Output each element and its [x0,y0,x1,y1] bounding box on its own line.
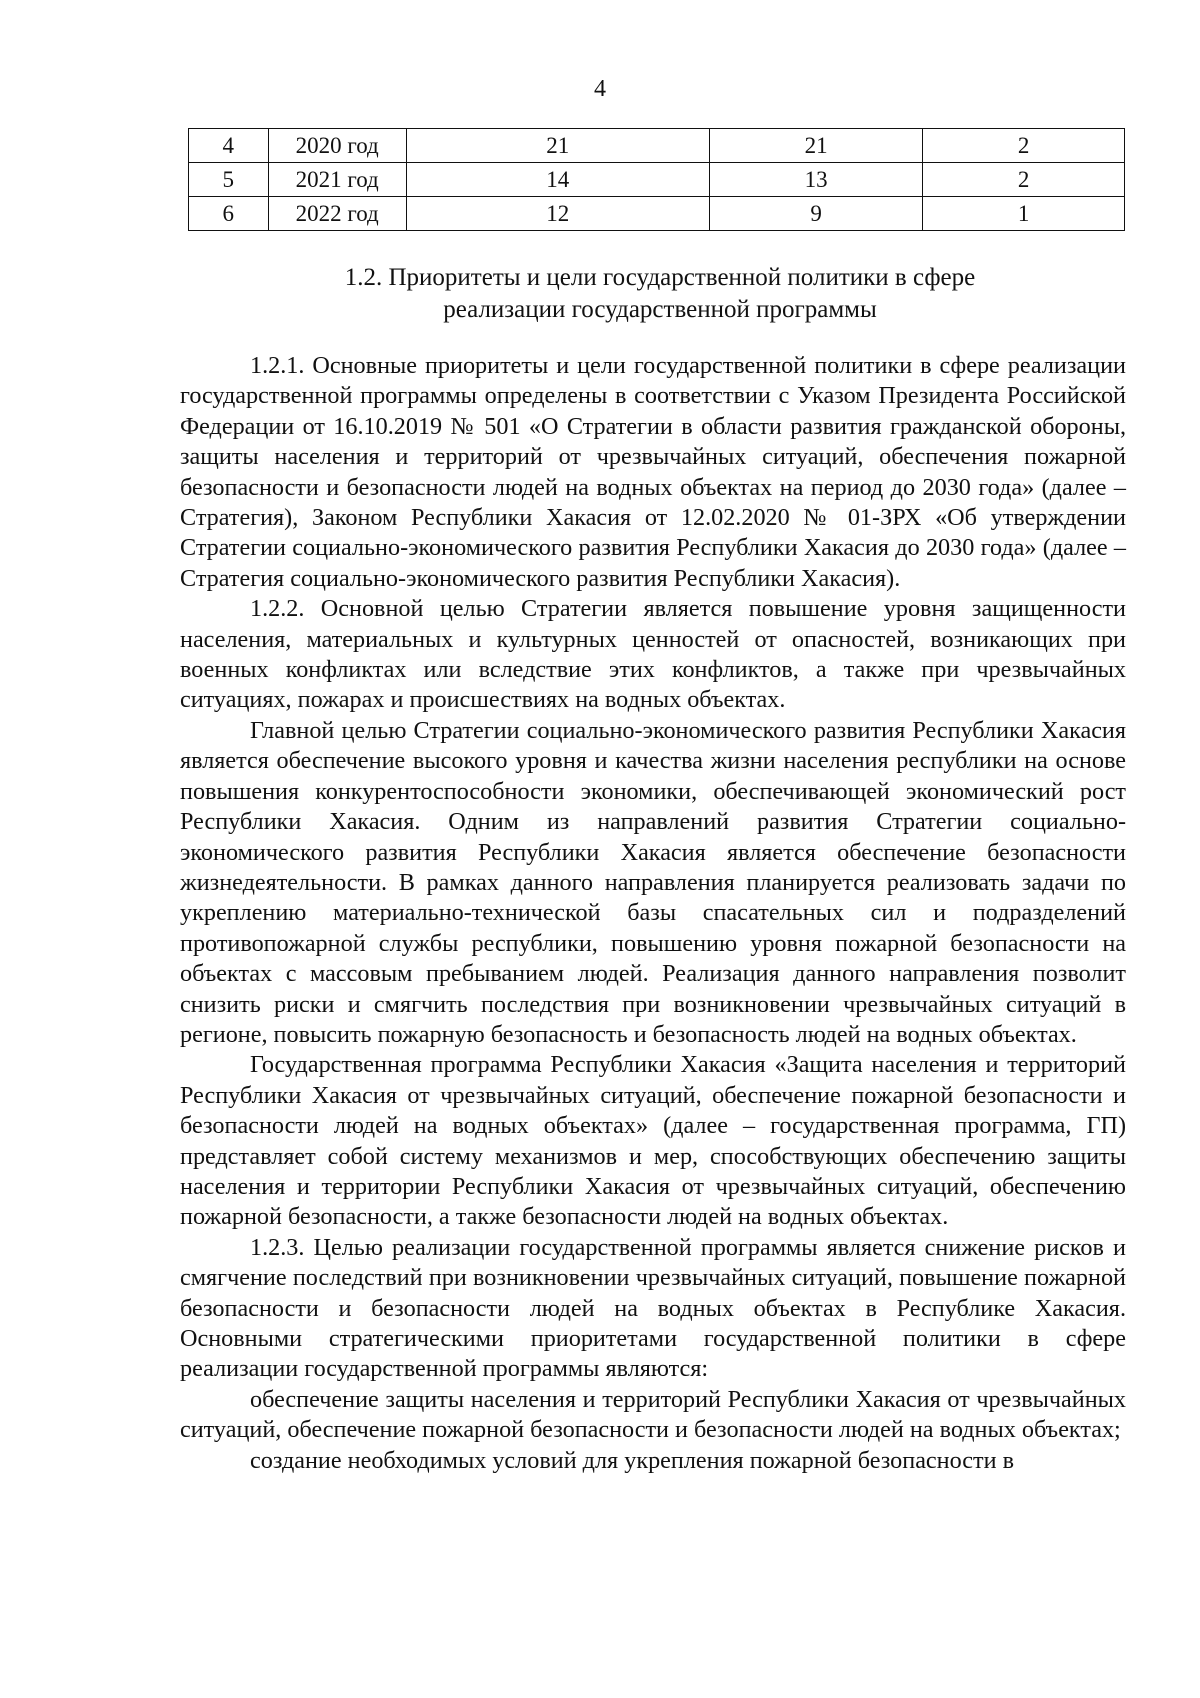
paragraph-1-2-3: 1.2.3. Целью реализации государственной программы является снижение рисков и смягчение последствий при возникновении чрезвычайных ситуаций, повышение пожарной безопасности и безопасности людей на водных объектах в Республике Хакасия. Основными стратегическими приоритетами государственной политики в сфере реализации государственной программы являются: [180,1233,1126,1383]
table-row [189,163,1125,197]
table-cell-row-number: 6 [189,197,269,231]
paragraph-priority-item: создание необходимых условий для укрепления пожарной безопасности в [250,1446,1015,1474]
table-row [189,129,1125,163]
table-cell-year: 2021 год [268,163,406,197]
paragraph-strategy-goal: Главной целью Стратегии социально-экономического развития Республики Хакасия является обеспечение высокого уровня и качества жизни населения республики на основе повышения конкурентоспособности экономики, обеспечивающей экономический рост Республики Хакасия. Одним из направлений развития Стратегии социально-экономического развития Республики Хакасия является обеспечение безопасности жизнедеятельности. В рамках данного направления планируется реализовать задачи по укреплению материально-технической базы спасательных сил и подразделений противопожарной службы республики, повышению уровня пожарной безопасности на объектах с массовым пребыванием людей. Реализация данного направления позволит снизить риски и смягчить последствия при возникновении чрезвычайных ситуаций в регионе, повысить пожарную безопасность и безопасность людей на водных объектах. [180,716,1126,1048]
table-cell-value: 21 [709,129,923,163]
table-cell-value: 12 [406,197,709,231]
table-cell-value: 2 [923,163,1125,197]
table-cell-value: 1 [923,197,1125,231]
section-heading [180,262,1140,326]
document-body [180,351,1126,1476]
paragraph-1-2-1: 1.2.1. Основные приоритеты и цели государственной политики в сфере реализации государственной программы определены в соответствии с Указом Президента Российской Федерации от 16.10.2019 № 501 «О Стратегии в области развития гражданской обороны, защиты населения и территорий от чрезвычайных ситуаций, обеспечения пожарной безопасности и безопасности людей на водных объектах на период до 2030 года» (далее – Стратегия), Законом Республики Хакасия от 12.02.2020 № 01-ЗРХ «Об утверждении Стратегии социально-экономического развития Республики Хакасия до 2030 года» (далее – Стратегия социально-экономического развития Республики Хакасия). [180,352,1126,592]
statistics-table [188,128,1125,231]
table-cell-row-number: 5 [189,163,269,197]
paragraph-state-program: Государственная программа Республики Хакасия «Защита населения и территорий Республики Хакасия от чрезвычайных ситуаций, обеспечение пожарной безопасности и безопасности людей на водных объектах» (далее – государственная программа, ГП) представляет собой систему механизмов и мер, способствующих обеспечению защиты населения и территории Республики Хакасия от чрезвычайных ситуаций, обеспечению пожарной безопасности, а также безопасности людей на водных объектах. [180,1051,1126,1231]
page-number: 4 [594,76,606,102]
table-cell-row-number: 4 [189,129,269,163]
table-row [189,197,1125,231]
section-heading-line: реализации государственной программы [443,296,877,323]
paragraph-1-2-2: 1.2.2. Основной целью Стратегии является повышение уровня защищенности населения, материальных и культурных ценностей от опасностей, возникающих при военных конфликтах или вследствие этих конфликтов, а также при чрезвычайных ситуациях, пожарах и происшествиях на водных объектах. [180,595,1126,714]
section-heading-line: 1.2. Приоритеты и цели государственной политики в сфере [344,264,976,291]
table-cell-value: 9 [709,197,923,231]
table-cell-value: 14 [406,163,709,197]
table-cell-year: 2020 год [268,129,406,163]
table-cell-value: 2 [923,129,1125,163]
paragraph-priority-item: обеспечение защиты населения и территорий Республики Хакасия от чрезвычайных ситуаций, обеспечение пожарной безопасности и безопасности людей на водных объектах; [180,1385,1126,1444]
table-cell-value: 21 [406,129,709,163]
table-cell-year: 2022 год [268,197,406,231]
table-cell-value: 13 [709,163,923,197]
